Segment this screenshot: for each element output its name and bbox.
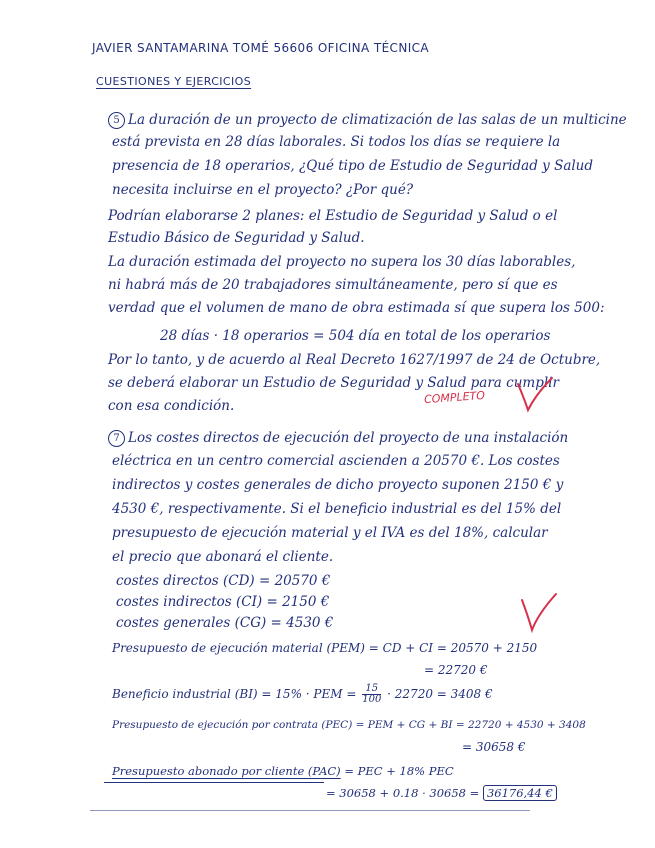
q7-bi-frac-num: 15 xyxy=(362,684,381,695)
q7-pac-label: Presupuesto abonado por cliente (PAC) xyxy=(112,764,341,778)
q7-line-6: el precio que abonará el cliente. xyxy=(112,549,334,565)
q5-grade-mark: COMPLETO xyxy=(423,388,486,407)
author-line: JAVIER SANTAMARINA TOMÉ 56606 OFICINA TÉCNICA xyxy=(92,41,430,55)
q7-bi-frac-den: 100 xyxy=(362,694,382,705)
q5-conclusion-1: Por lo tanto, y de acuerdo al Real Decreto 1627/1997 de 24 de Octubre, xyxy=(108,352,601,368)
q5-answer-1: Podrían elaborarse 2 planes: el Estudio de Seguridad y Salud o el xyxy=(108,208,558,224)
q7-bi-prefix: Beneficio industrial (BI) = 15% · PEM = xyxy=(112,687,357,701)
q7-given-cg: costes generales (CG) = 4530 € xyxy=(116,615,334,631)
q5-answer-5: verdad que el volumen de mano de obra estimada sí que supera los 500: xyxy=(108,300,605,316)
q5-answer-2: Estudio Básico de Seguridad y Salud. xyxy=(108,230,365,246)
section-title: CUESTIONES Y EJERCICIOS xyxy=(96,75,252,88)
bottom-divider xyxy=(90,810,530,811)
q7-pac-calc-prefix: = 30658 + 0.18 · 30658 = xyxy=(326,786,480,800)
q5-line-1 xyxy=(108,112,627,129)
q7-line-4: 4530 €, respectivamente. Si el beneficio industrial es del 15% del xyxy=(112,501,562,517)
q7-pem-result: = 22720 € xyxy=(424,663,488,677)
q5-line-2: está prevista en 28 días laborales. Si todos los días se requiere la xyxy=(112,134,561,150)
q7-pac-calc xyxy=(326,788,557,800)
q7-bi-fraction xyxy=(362,684,381,705)
q7-pec-result: = 30658 € xyxy=(462,740,526,754)
q5-calculation: 28 días · 18 operarios = 504 día en total de los operarios xyxy=(160,328,551,344)
q7-pac-formula: = PEC + 18% PEC xyxy=(344,764,454,778)
q7-bi-suffix: · 22720 = 3408 € xyxy=(387,687,493,701)
q5-answer-3: La duración estimada del proyecto no supera los 30 días laborables, xyxy=(108,254,576,270)
q7-pem-line: Presupuesto de ejecución material (PEM) = CD + CI = 20570 + 2150 xyxy=(112,641,538,655)
q5-answer-4: ni habrá más de 20 trabajadores simultáneamente, pero sí que es xyxy=(108,277,558,293)
q5-line-4: necesita incluirse en el proyecto? ¿Por qué? xyxy=(112,182,414,198)
q5-question-text: La duración de un proyecto de climatización de las salas de un multicine xyxy=(128,112,627,128)
q7-line-2: eléctrica en un centro comercial ascienden a 20570 €. Los costes xyxy=(112,453,560,469)
q7-question-text: Los costes directos de ejecución del proyecto de una instalación xyxy=(128,430,569,446)
q7-given-ci: costes indirectos (CI) = 2150 € xyxy=(116,594,330,610)
q7-number: 7 xyxy=(108,430,125,447)
q7-given-cd: costes directos (CD) = 20570 € xyxy=(116,573,331,589)
q5-conclusion-2: se deberá elaborar un Estudio de Seguridad y Salud para cumplir xyxy=(108,375,559,391)
q5-check-mark-icon xyxy=(516,376,556,416)
q7-line-3: indirectos y costes generales de dicho proyecto suponen 2150 € y xyxy=(112,477,564,493)
q5-conclusion-3: con esa condición. xyxy=(108,398,235,414)
q7-final-result: 36176,44 € xyxy=(483,785,557,801)
q7-pec-line: Presupuesto de ejecución por contrata (PEC) = PEM + CG + BI = 22720 + 4530 + 3408 xyxy=(112,719,586,731)
q5-line-3: presencia de 18 operarios, ¿Qué tipo de Estudio de Seguridad y Salud xyxy=(112,158,594,174)
q7-line-5: presupuesto de ejecución material y el IVA es del 18%, calcular xyxy=(112,525,548,541)
q7-bi-line xyxy=(112,684,493,705)
q7-pac-line xyxy=(112,766,454,778)
q7-check-mark-icon xyxy=(520,590,560,634)
q7-pac-underline xyxy=(104,782,324,783)
q7-line-1 xyxy=(108,430,568,447)
q5-number: 5 xyxy=(108,112,125,129)
